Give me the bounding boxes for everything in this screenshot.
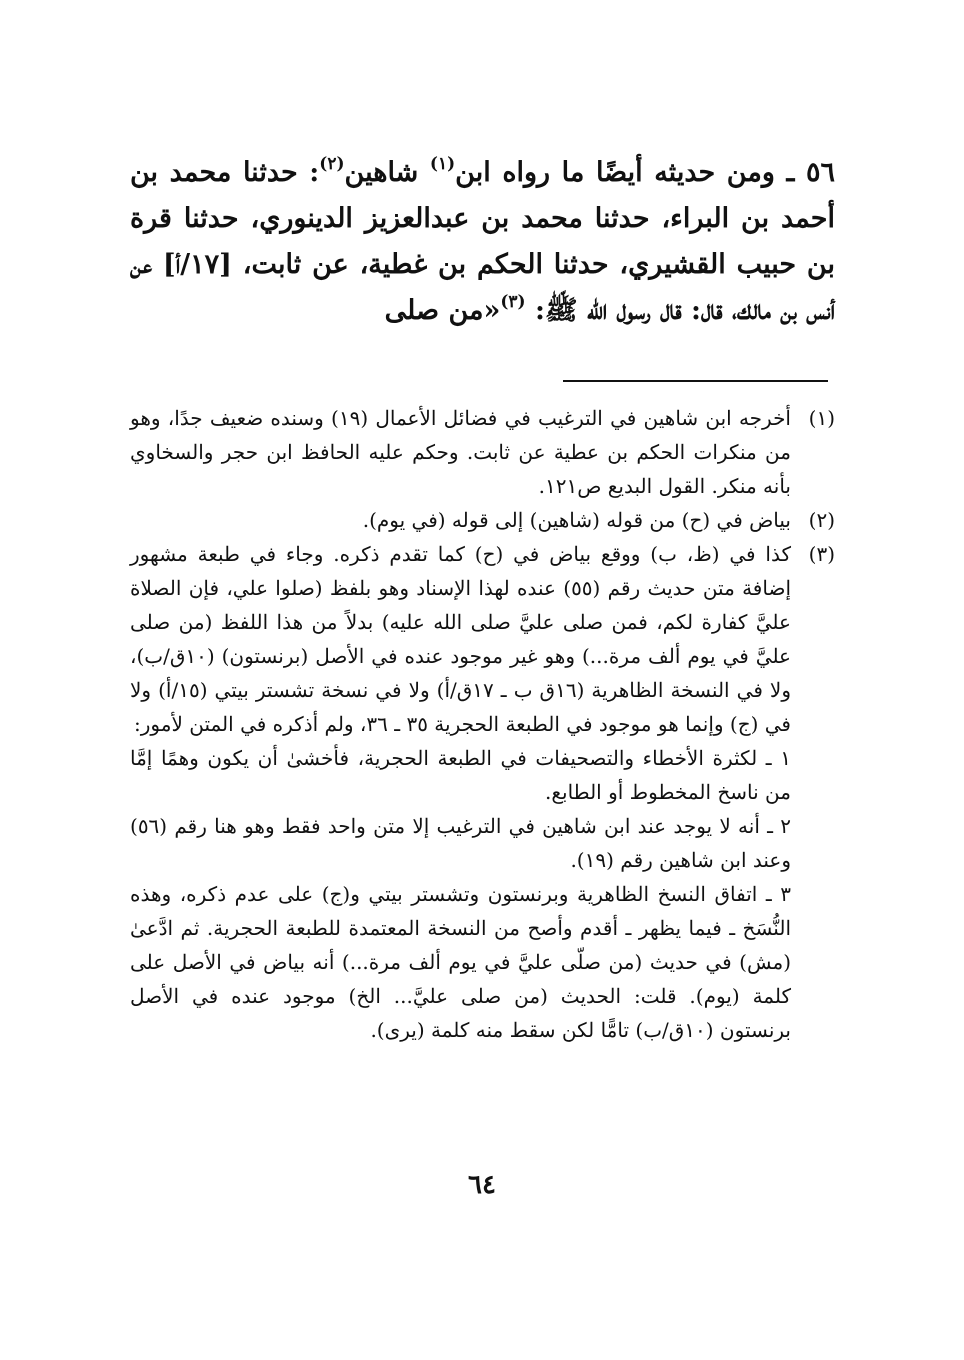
footnote-number: (٣) [808,542,835,566]
footnote-text: كذا في (ظ، ب) ووقع بياض في (ح) كما تقدم ذكره. وجاء في طبعة مشهور إضافة متن حديث رقم (٥٥) عنده لهذا الإسناد وهو بلفظ (صلوا علي، فإن الصلاة عليَّ كفارة لكم، فمن صلى عليَّ صلى الله عليه) بدلاً من هذا اللفظ (من صلى عليَّ في يوم ألف مرة...) وهو غير موجود عنده في الأصل (برنستون) (١٠ق/ب)، ولا في النسخة الظاهرية (١٦ق ب ـ ١٧ق/أ) ولا في نسخة تشستر بيتي (١٥/أ) ولا في (ج) وإنما هو موجود في الطبعة الحجرية ٣٥ ـ ٣٦، ولم أذكره في المتن لأمور: [130,542,792,736]
footnote-3-point-3: ٣ ـ اتفاق النسخ الظاهرية وبرنستون وتشستر بيتي و(ج) على عدم ذكره، وهذه النُّسَخ ـ فيما يظهر ـ أقدم وأصح من النسخة المعتمدة للطبعة الحجرية. ثم ادَّعىٰ (مش) في حديث (من صلّى عليَّ في يوم ألف مرة...) أنه بياض في الأصل على كلمة (يوم). قلت: الحديث (من صلى عليَّ... الخ) موجود عنده في الأصل برنستون (١٠ق/ب) تامًّا لكن سقط منه كلمة (يرى). [130,882,791,1042]
footnote-1 [130,401,835,503]
footnote-number: (١) [808,406,835,430]
hadith-text-start: ٥٦ ـ ومن حديثه أيضًا ما رواه ابن [455,157,835,188]
hadith-56 [130,150,835,334]
footnote-2 [130,503,835,537]
hadith-text-chain: : حدثنا محمد بن أحمد بن البراء، حدثنا محمد بن عبدالعزيز الدينوري، حدثنا قرة بن حبيب القشيري، حدثنا الحكم بن غطية، عن ثابت، [١٧/أ] عن أنس بن مالك، قال: قال رسول الله ﷺ: [130,157,835,326]
footnote-ref-1[interactable]: (١) [429,154,456,174]
footnote-3-point-2: ٢ ـ أنه لا يوجد عند ابن شاهين في الترغيب إلا متن واحد فقط وهو هنا رقم (٥٦) وعند ابن شاهين رقم (١٩). [130,814,791,872]
footnote-ref-2[interactable]: (٢) [319,154,345,174]
hadith-text-end: «من صلى [384,295,501,326]
footnote-3 [130,537,835,741]
footnote-3-point-1: ١ ـ لكثرة الأخطاء والتصحيفات في الطبعة الحجرية، فأخشىٰ أن يكون وهمًا إمَّا من ناسخ المخطوط أو الطابع. [130,746,791,804]
footnote-text: أخرجه ابن شاهين في الترغيب في فضائل الأعمال (١٩) وسنده ضعيف جدًا، وهو من منكرات الحكم بن عطية عن ثابت. وحكم عليه الحافظ ابن حجر والسخاوي بأنه منكر. القول البديع ص١٢١. [130,406,791,498]
footnote-ref-3[interactable]: (٣) [500,292,526,312]
main-text [130,150,835,334]
footnote-number: (٢) [808,508,835,532]
hadith-text-shahin: شاهين [344,157,430,188]
footnotes [130,401,835,1047]
footnote-separator [563,380,828,382]
footnote-text: بياض في (ح) من قوله (شاهين) إلى قوله (في يوم). [362,508,791,532]
page-number: ٦٤ [468,1170,496,1200]
